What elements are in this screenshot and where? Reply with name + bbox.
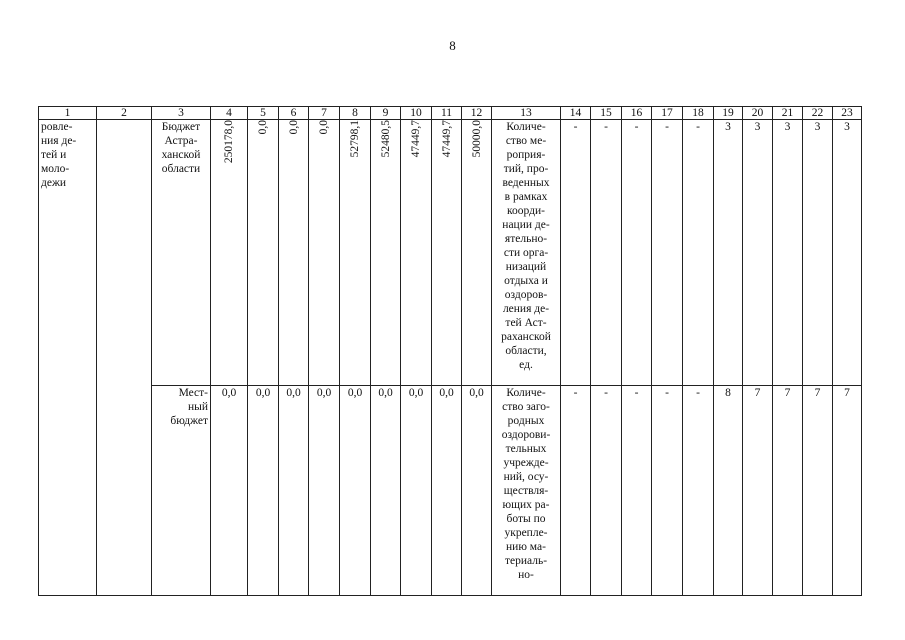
value-cell: 250178,0 [211,120,248,386]
col-header: 12 [462,107,492,120]
page-number: 8 [449,38,456,53]
target-cell: 3 [743,120,773,386]
value-cell: 0,0 [309,120,340,386]
target-cell: - [622,120,652,386]
col-header: 6 [279,107,309,120]
value-cell: 0,0 [248,386,279,596]
value-cell: 0,0 [340,386,371,596]
target-cell: 3 [833,120,862,386]
target-cell: - [652,386,683,596]
col-header: 3 [152,107,211,120]
col-header: 5 [248,107,279,120]
target-cell: 7 [803,386,833,596]
col-header: 21 [773,107,803,120]
value-cell: 0,0 [401,386,432,596]
value-cell: 0,0 [462,386,492,596]
target-cell: - [561,120,591,386]
program-name-cell: ровле- ния де- тей и моло- дежи [39,120,97,596]
col-header: 16 [622,107,652,120]
empty-cell [97,120,152,596]
value-cell: 0,0 [432,386,462,596]
col-header: 11 [432,107,462,120]
col-header: 9 [371,107,401,120]
col-header: 20 [743,107,773,120]
col-header: 15 [591,107,622,120]
target-cell: - [683,120,714,386]
col-header: 19 [714,107,743,120]
funding-source-cell: Бюджет Астра- ханской области [152,120,211,386]
target-cell: - [591,386,622,596]
target-cell: 7 [773,386,803,596]
budget-table [38,106,862,596]
target-cell: - [652,120,683,386]
target-cell: 3 [714,120,743,386]
value-cell: 52480,5 [371,120,401,386]
table-row [39,386,862,596]
target-cell: 3 [773,120,803,386]
table-row [39,120,862,386]
col-header: 13 [492,107,561,120]
target-cell: 7 [833,386,862,596]
target-cell: - [683,386,714,596]
target-cell: 8 [714,386,743,596]
col-header: 1 [39,107,97,120]
value-cell: 0,0 [309,386,340,596]
col-header: 4 [211,107,248,120]
target-cell: - [622,386,652,596]
col-header: 2 [97,107,152,120]
target-cell: 3 [803,120,833,386]
value-cell: 50000,0 [462,120,492,386]
target-cell: 7 [743,386,773,596]
column-number-row [39,107,862,120]
funding-source-cell: Мест- ный бюджет [152,386,211,596]
target-cell: - [591,120,622,386]
value-cell: 0,0 [279,386,309,596]
value-cell: 0,0 [371,386,401,596]
indicator-cell: Количе- ство ме- роприя- тий, про- веденных в рамках коорди- нации де- ятельно- сти орга- низаций отдыха и оздоров- ления де- тей Аст- раханской области, ед. [492,120,561,386]
col-header: 8 [340,107,371,120]
col-header: 7 [309,107,340,120]
value-cell: 0,0 [279,120,309,386]
col-header: 10 [401,107,432,120]
value-cell: 0,0 [248,120,279,386]
target-cell: - [561,386,591,596]
col-header: 22 [803,107,833,120]
indicator-cell: Количе- ство заго- родных оздорови- тельных учрежде- ний, осу- ществля- ющих ра- боты по укрепле- нию ма- териаль- но- [492,386,561,596]
value-cell: 47449,7 [401,120,432,386]
value-cell: 0,0 [211,386,248,596]
col-header: 18 [683,107,714,120]
value-cell: 47449,7 [432,120,462,386]
col-header: 23 [833,107,862,120]
col-header: 17 [652,107,683,120]
value-cell: 52798,1 [340,120,371,386]
col-header: 14 [561,107,591,120]
